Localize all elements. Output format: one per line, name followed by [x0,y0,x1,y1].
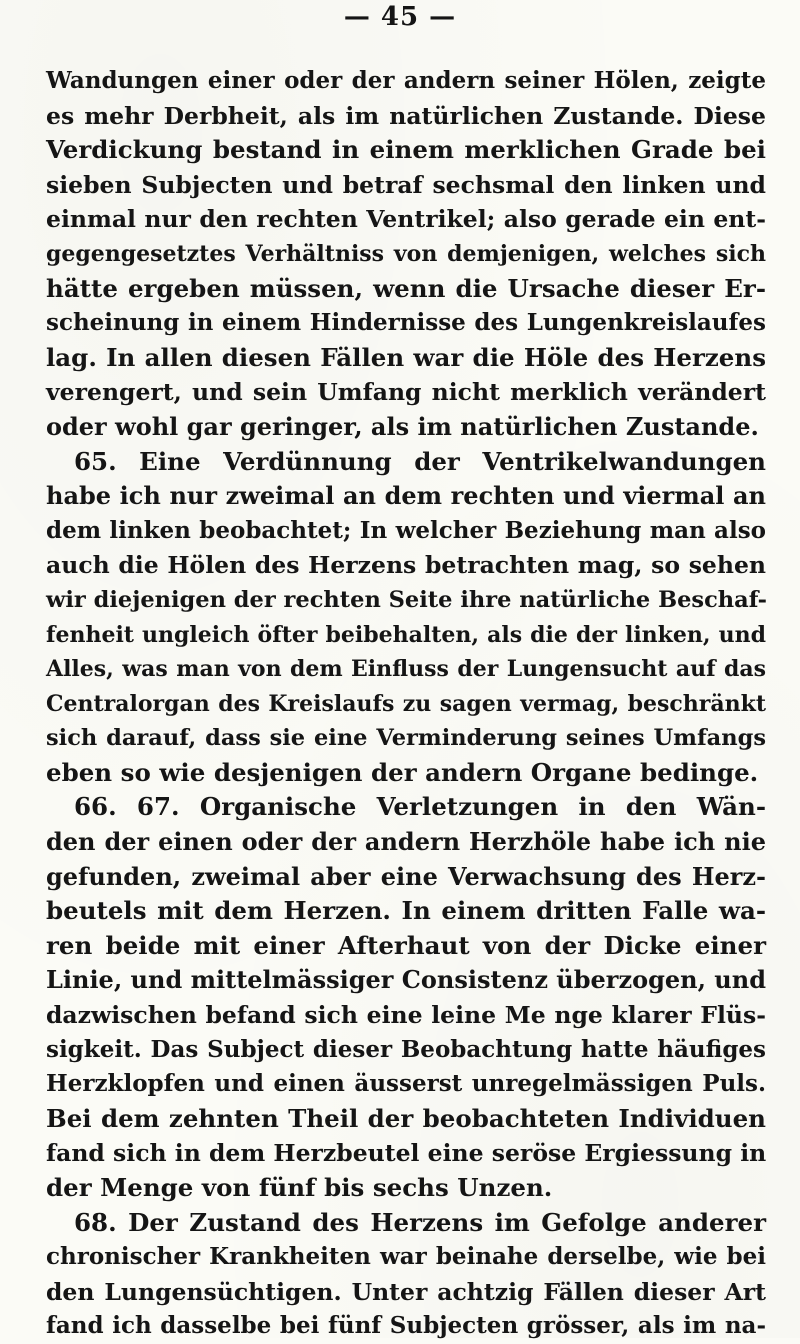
page-body-text [46,64,766,1344]
text-line: 68. Der Zustand des Herzens im Gefolge anderer [74,1207,766,1237]
text-line: der Menge von fünf bis sechs Unzen. [46,1173,553,1202]
text-line: einmal nur den rechten Ventrikel; also gerade ein ent- [46,205,766,234]
text-line: den der einen oder der andern Herzhöle habe ich nie [46,827,766,857]
text-line: lag. In allen diesen Fällen war die Höle des Herzens [46,342,766,372]
text-line: sich darauf, dass sie eine Verminderung seines Umfangs [46,725,766,752]
text-line: hätte ergeben müssen, wenn die Ursache dieser Er- [46,273,766,303]
text-line: oder wohl gar geringer, als im natürlichen Zustande. [46,411,759,441]
text-line: scheinung in einem Hindernisse des Lungenkreislaufes [46,309,766,337]
text-line: es mehr Derbheit, als im natürlichen Zustande. Diese [46,101,766,130]
text-line: 66. 67. Organische Verletzungen in den Wän- [74,792,766,822]
text-line: 65. Eine Verdünnung der Ventrikelwandungen [74,446,766,476]
text-line: gegengesetztes Verhältniss von demjenigen, welches sich [46,240,766,267]
text-line: Centralorgan des Kreislaufs zu sagen vermag, beschränkt [46,690,766,717]
text-line: eben so wie desjenigen der andern Organe bedinge. [46,757,759,787]
text-line: habe ich nur zweimal an dem rechten und viermal an [46,481,766,511]
text-line: dem linken beobachtet; In welcher Beziehung man also [46,516,766,544]
text-line: Bei dem zehnten Theil der beobachteten Individuen [46,1103,766,1133]
text-line: Verdickung bestand in einem merklichen Grade bei [46,135,766,165]
text-line: Herzklopfen und einen äusserst unregelmässigen Puls. [46,1070,766,1098]
text-line: Wandungen einer oder der andern seiner Hölen, zeigte [46,67,766,94]
text-line: sigkeit. Das Subject dieser Beobachtung hatte häufiges [46,1035,766,1063]
text-line: auch die Hölen des Herzens betrachten mag, so sehen [46,551,766,580]
text-line: Alles, was man von dem Einfluss der Lungensucht auf das [46,656,766,683]
page-number: — 45 — [343,2,457,32]
text-line: verengert, und sein Umfang nicht merklich verändert [46,378,766,407]
text-line: ren beide mit einer Afterhaut von der Dicke einer [46,930,766,960]
text-line: Linie, und mittelmässiger Consistenz überzogen, und [46,965,766,995]
text-line: fand ich dasselbe bei fünf Subjecten grösser, als im na- [46,1312,766,1340]
text-line: fenheit ungleich öfter beibehalten, als die der linken, und [46,621,766,648]
text-line: den Lungensüchtigen. Unter achtzig Fällen dieser Art [46,1277,766,1306]
text-line: gefunden, zweimal aber eine Verwachsung des Herz- [46,861,766,891]
text-line: sieben Subjecten und betraf sechsmal den linken und [46,170,766,199]
text-line: beutels mit dem Herzen. In einem dritten Falle wa- [46,896,766,926]
text-line: dazwischen befand sich eine leine Me nge klarer Flüs- [46,1001,766,1030]
text-line: fand sich in dem Herzbeutel eine seröse Ergiessung in [46,1139,767,1168]
text-line: wir diejenigen der rechten Seite ihre natürliche Beschaf- [46,586,767,613]
text-line: chronischer Krankheiten war beinahe derselbe, wie bei [46,1243,766,1271]
